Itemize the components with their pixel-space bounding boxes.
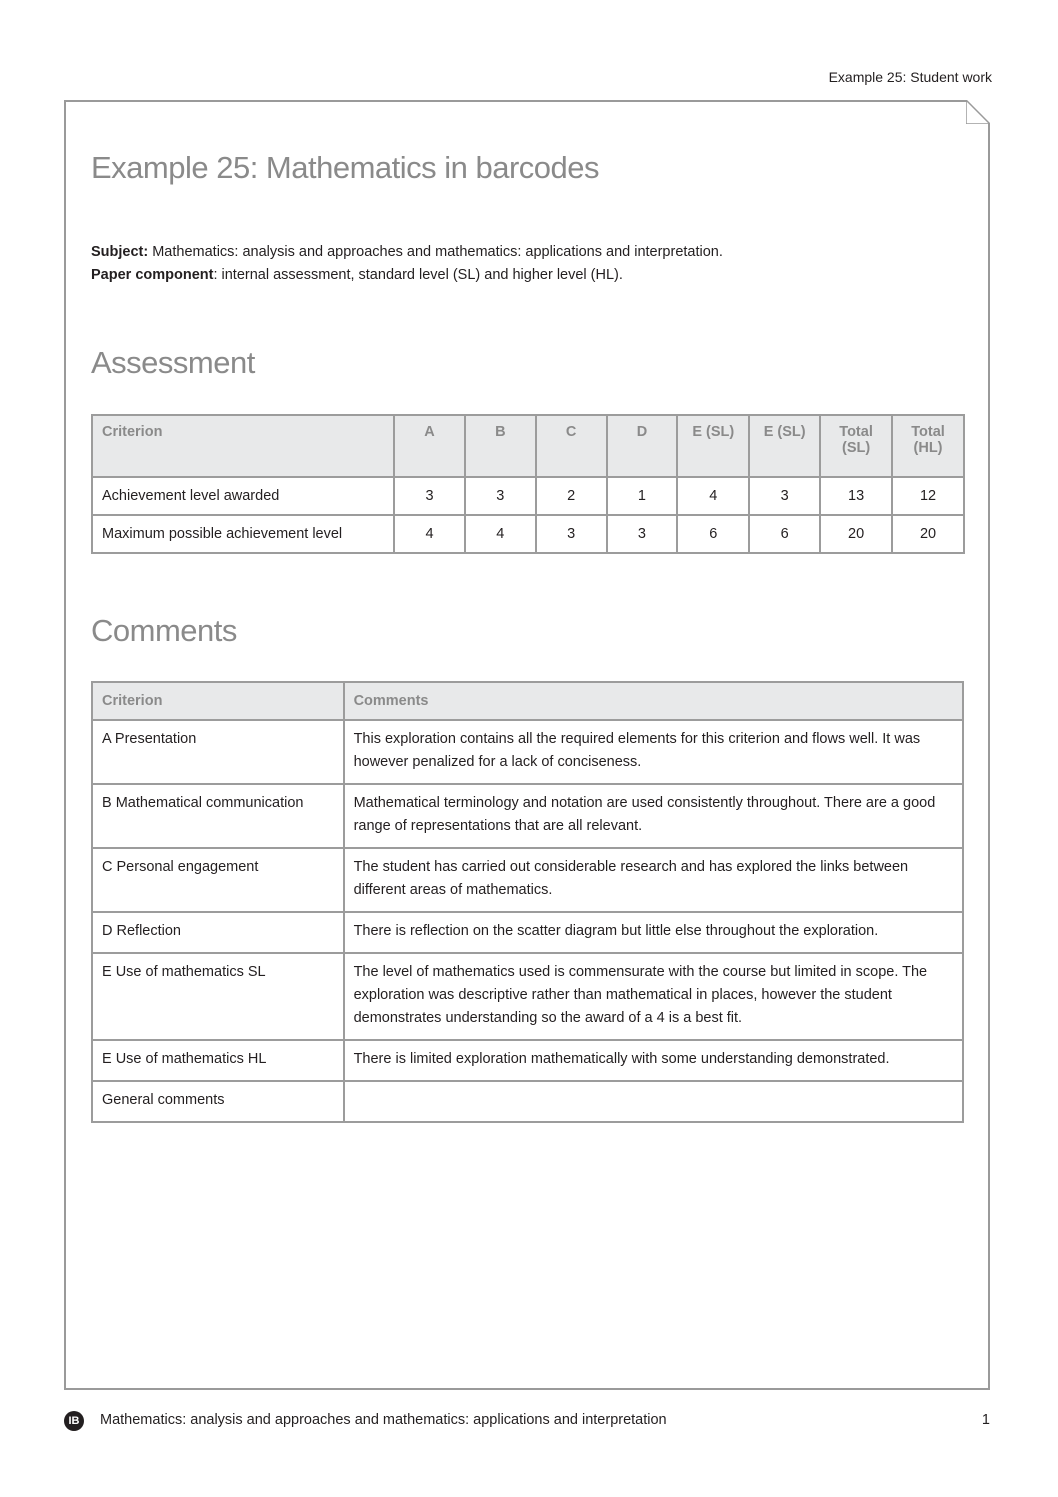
criterion-cell: E Use of mathematics SL <box>92 953 344 1040</box>
table-row <box>92 1040 963 1081</box>
criterion-cell: E Use of mathematics HL <box>92 1040 344 1081</box>
component-value: : internal assessment, standard level (SL) and higher level (HL). <box>213 267 623 283</box>
table-cell: 3 <box>607 515 678 553</box>
table-cell: 3 <box>749 477 820 515</box>
table-cell: 20 <box>892 515 964 553</box>
table-row <box>92 515 964 553</box>
criterion-cell: D Reflection <box>92 912 344 953</box>
column-header: Criterion <box>92 682 344 720</box>
document-title: Example 25: Mathematics in barcodes <box>91 150 600 185</box>
component-line <box>91 264 723 287</box>
column-header: E (SL) <box>749 415 820 477</box>
comments-table <box>91 681 964 1123</box>
assessment-table <box>91 414 965 554</box>
table-cell: 4 <box>465 515 536 553</box>
table-cell: 1 <box>607 477 678 515</box>
document-meta <box>91 241 723 287</box>
table-cell: 12 <box>892 477 964 515</box>
comments-heading: Comments <box>91 613 237 648</box>
table-row <box>92 1081 963 1122</box>
table-row <box>92 848 963 912</box>
table-cell: 2 <box>536 477 607 515</box>
table-cell: 3 <box>465 477 536 515</box>
comment-cell: Mathematical terminology and notation are used consistently throughout. There are a good range of representations that are all relevant. <box>344 784 963 848</box>
page-footer <box>64 1410 990 1434</box>
subject-label: Subject: <box>91 244 149 260</box>
table-cell: 4 <box>394 515 465 553</box>
column-header: Total (HL) <box>892 415 964 477</box>
table-header-row <box>92 682 963 720</box>
table-cell: 6 <box>749 515 820 553</box>
comment-cell: The student has carried out considerable research and has explored the links between different areas of mathematics. <box>344 848 963 912</box>
comment-cell: The level of mathematics used is commensurate with the course but limited in scope. The exploration was descriptive rather than mathematical in places, however the student demonstrates understanding so the award of a 4 is a best fit. <box>344 953 963 1040</box>
footer-text: Mathematics: analysis and approaches and mathematics: applications and interpretation <box>100 1412 667 1428</box>
table-cell: 3 <box>394 477 465 515</box>
column-header: Total (SL) <box>820 415 892 477</box>
comment-cell: This exploration contains all the required elements for this criterion and flows well. It was however penalized for a lack of conciseness. <box>344 720 963 784</box>
component-label: Paper component <box>91 267 214 283</box>
table-row <box>92 477 964 515</box>
column-header: E (SL) <box>677 415 749 477</box>
criterion-cell: C Personal engagement <box>92 848 344 912</box>
comment-cell: There is reflection on the scatter diagram but little else throughout the exploration. <box>344 912 963 953</box>
criterion-cell: B Mathematical communication <box>92 784 344 848</box>
table-row <box>92 720 963 784</box>
table-cell: 6 <box>677 515 749 553</box>
comment-cell <box>344 1081 963 1122</box>
subject-line <box>91 241 723 264</box>
assessment-heading: Assessment <box>91 345 255 380</box>
criterion-cell: A Presentation <box>92 720 344 784</box>
ib-logo-icon: IB <box>64 1411 84 1431</box>
criterion-cell: General comments <box>92 1081 344 1122</box>
table-cell: 13 <box>820 477 892 515</box>
column-header: D <box>607 415 678 477</box>
table-cell: 4 <box>677 477 749 515</box>
table-cell: 20 <box>820 515 892 553</box>
page-fold-icon <box>966 100 990 124</box>
column-header: Criterion <box>92 415 394 477</box>
table-header-row <box>92 415 964 477</box>
table-row <box>92 953 963 1040</box>
column-header: B <box>465 415 536 477</box>
subject-value: Mathematics: analysis and approaches and mathematics: applications and interpretation. <box>148 244 723 260</box>
page-number: 1 <box>981 1412 990 1428</box>
header-label: Example 25: Student work <box>828 69 992 85</box>
row-label: Maximum possible achievement level <box>92 515 394 553</box>
column-header: A <box>394 415 465 477</box>
row-label: Achievement level awarded <box>92 477 394 515</box>
table-cell: 3 <box>536 515 607 553</box>
comment-cell: There is limited exploration mathematically with some understanding demonstrated. <box>344 1040 963 1081</box>
column-header: C <box>536 415 607 477</box>
table-row <box>92 912 963 953</box>
table-row <box>92 784 963 848</box>
column-header: Comments <box>344 682 963 720</box>
